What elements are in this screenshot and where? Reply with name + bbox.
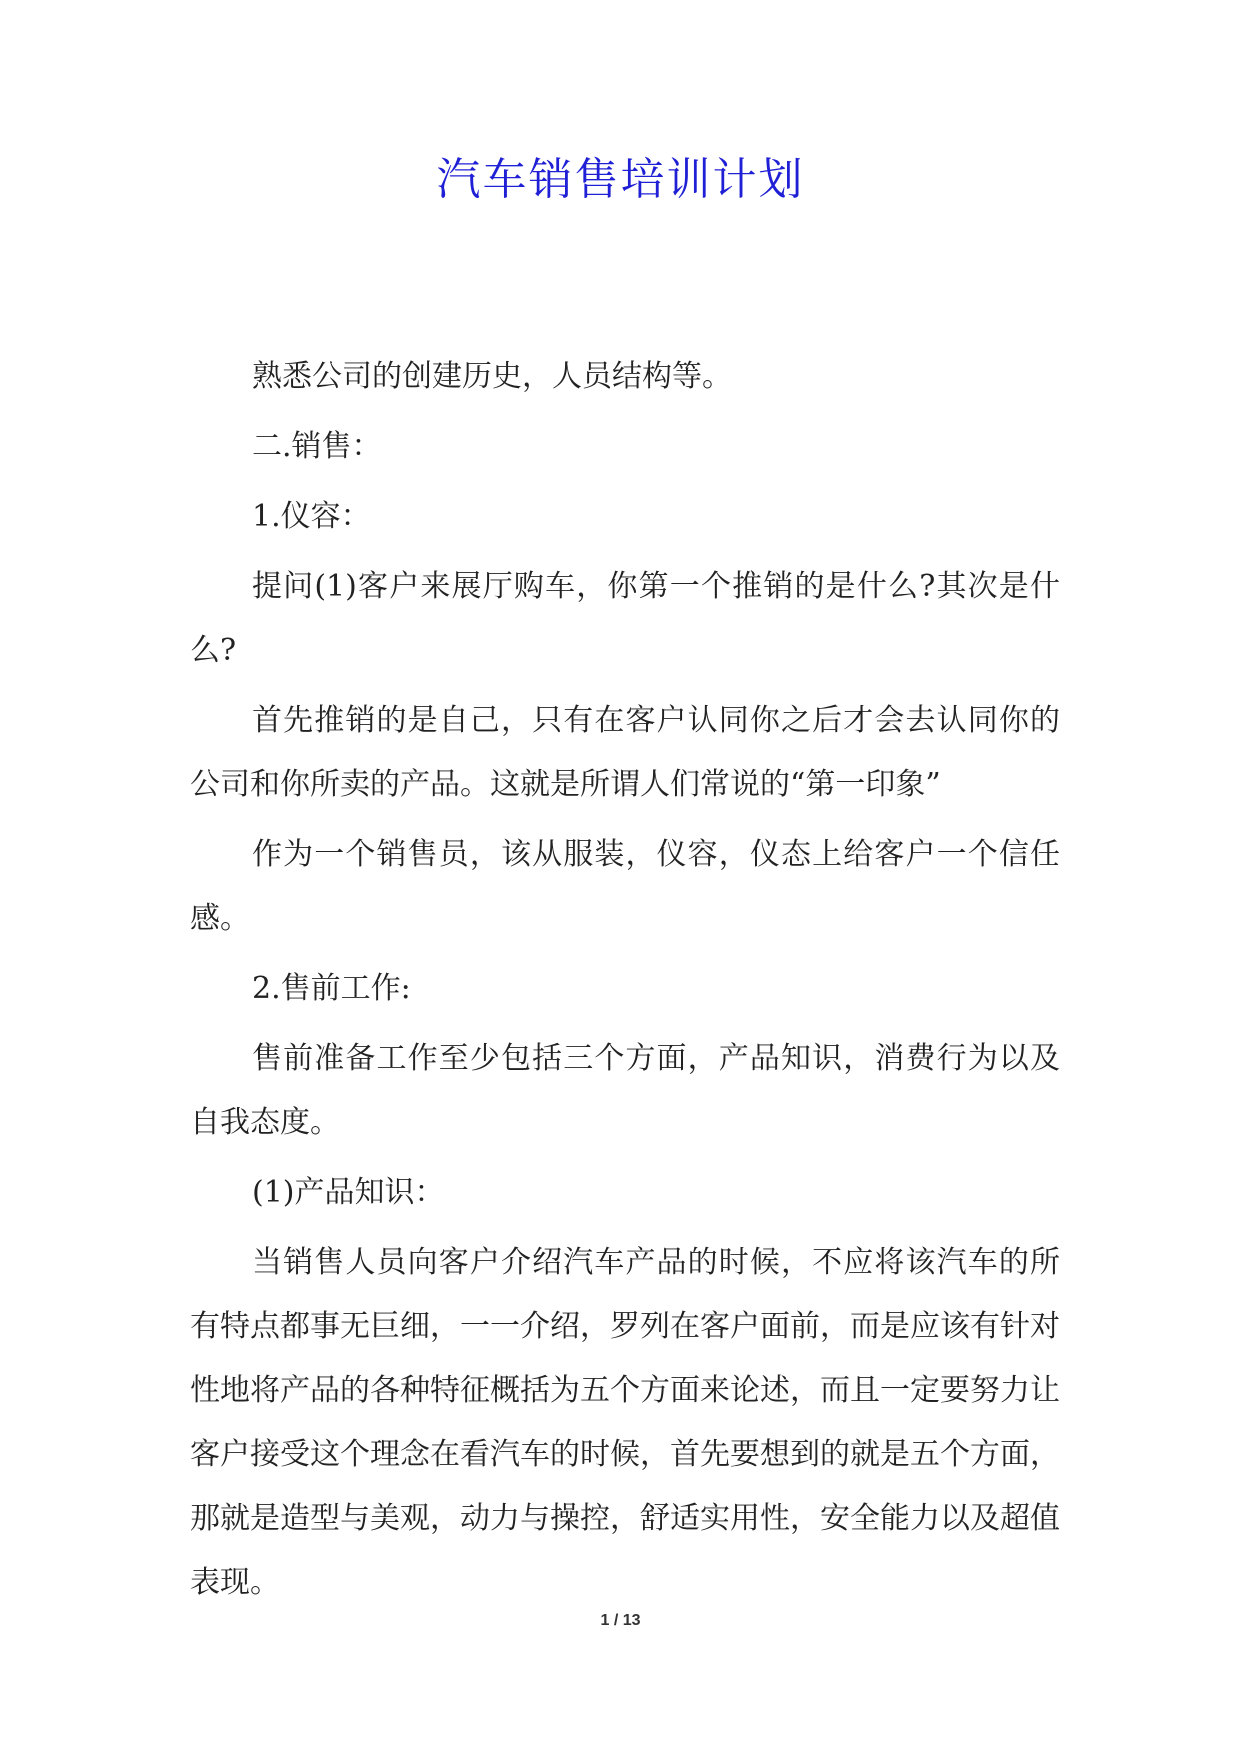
paragraph: 首先推销的是自己，只有在客户认同你之后才会去认同你的公司和你所卖的产品。这就是所谓人们常说的“第一印象” <box>190 703 1060 802</box>
paragraph: 提问(1)客户来展厅购车，你第一个推销的是什么?其次是什么? <box>190 569 1060 668</box>
document-body <box>190 345 1060 1621</box>
page-number: 1 / 13 <box>600 1612 641 1629</box>
subheading-presales: 2.售前工作: <box>252 971 411 1006</box>
paragraph: 售前准备工作至少包括三个方面，产品知识，消费行为以及自我态度。 <box>190 1041 1060 1140</box>
subheading-appearance: 1.仪容： <box>252 499 371 534</box>
document-title: 汽车销售培训计划 <box>436 154 805 205</box>
section-heading-sales: 二.销售： <box>252 429 382 464</box>
paragraph: 作为一个销售员，该从服装，仪容，仪态上给客户一个信任感。 <box>190 837 1060 936</box>
paragraph: 当销售人员向客户介绍汽车产品的时候，不应将该汽车的所有特点都事无巨细，一一介绍，罗列在客户面前，而是应该有针对性地将产品的各种特征概括为五个方面来论述，而且一定要努力让客户接受这个理念在看汽车的时候，首先要想到的就是五个方面，那就是造型与美观，动力与操控，舒适实用性，安全能力以及超值表现。 <box>190 1245 1060 1600</box>
paragraph: 熟悉公司的创建历史，人员结构等。 <box>252 359 732 394</box>
subheading-product-knowledge: (1)产品知识： <box>252 1175 445 1210</box>
